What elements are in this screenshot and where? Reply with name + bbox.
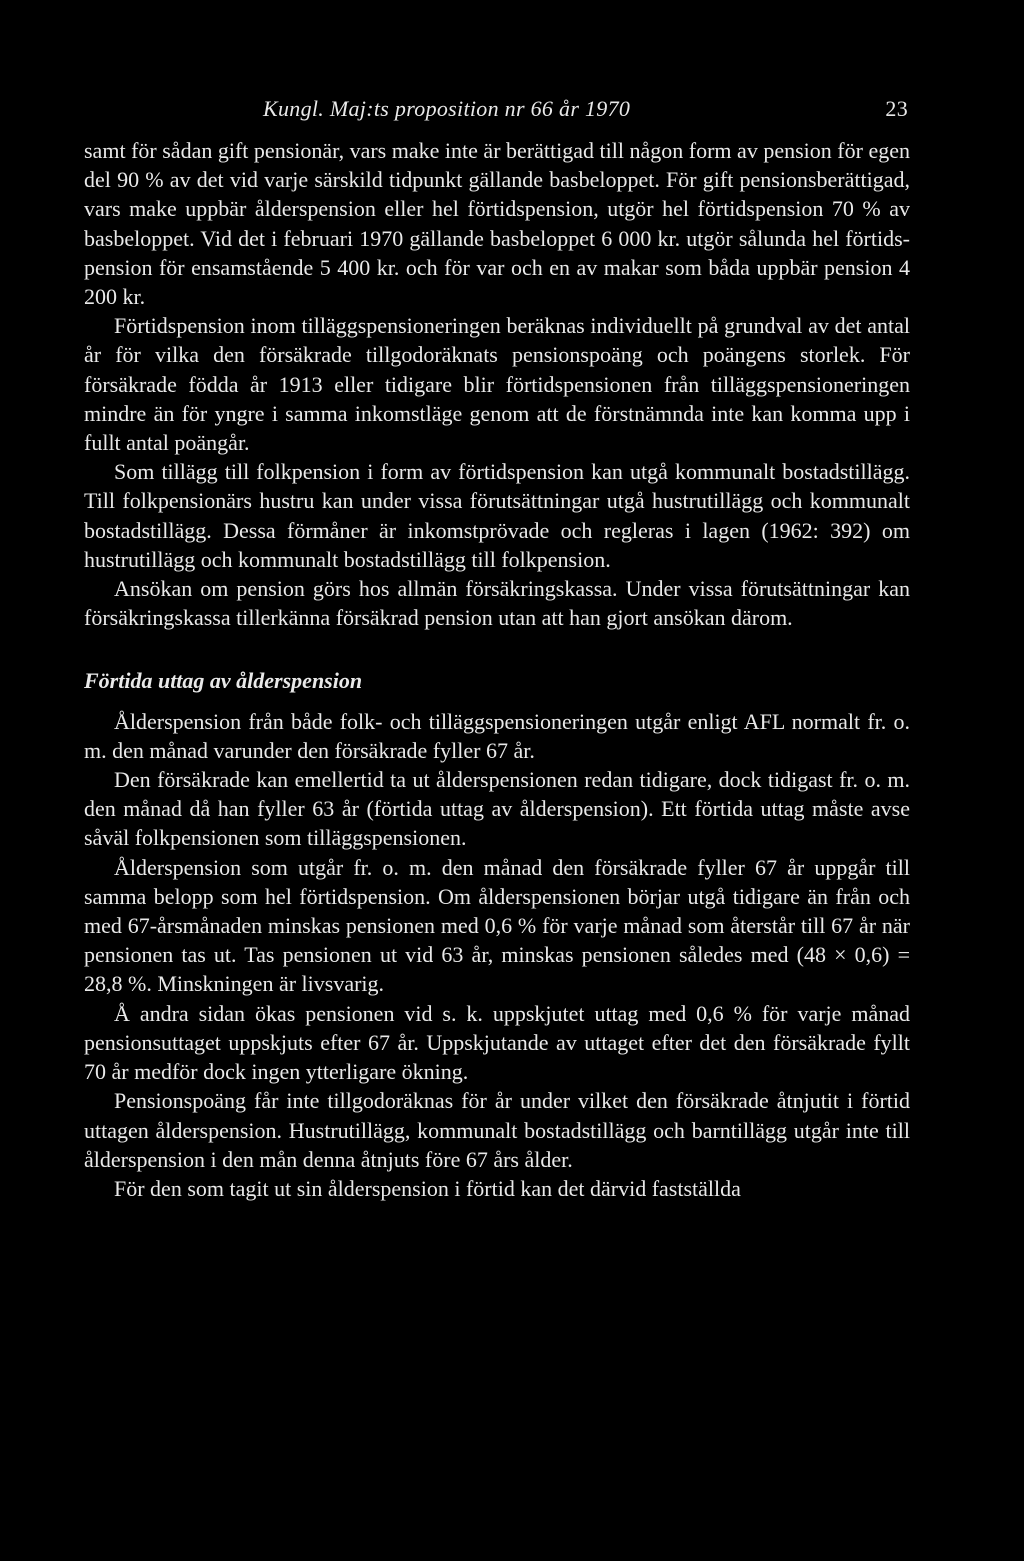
paragraph: Ålderspension som utgår fr. o. m. den månad den försäkrade fyller 67 år uppgår till samma belopp som hel förtidspension. Om ålderspensionen börjar utgå tidigare än från och med 67-årsmånaden minskas pensionen med 0,6 % för varje månad som återstår till 67 år när pensionen tas ut. Tas pensionen ut vid 63 år, minskas pensionen således med (48 × 0,6) = 28,8 %. Minskningen är livsvarig. bbox=[84, 854, 910, 997]
paragraph: Å andra sidan ökas pensionen vid s. k. uppskjutet uttag med 0,6 % för varje månad pensionsuttaget uppskjuts efter 67 år. Uppskjutande av uttaget efter det den försäkrade fyllt 70 år medför dock ingen ytterligare ökning. bbox=[84, 1000, 910, 1085]
paragraph: Förtidspension inom tilläggspensioneringen beräknas individuellt på grundval av det antal år för vilka den försäkrade tillgodoräknats pensionspoäng och poängens storlek. För försäkrade födda år 1913 eller tidigare blir förtidspensionen från tilläggspensioneringen mindre än för yngre i samma inkomstläge genom att de förstnämnda inte kan komma upp i fullt antal poängår. bbox=[84, 313, 910, 456]
paragraph: För den som tagit ut sin ålderspension i förtid kan det därvid fastställda bbox=[114, 1175, 741, 1201]
paragraph: Ålderspension från både folk- och tilläggspensioneringen utgår enligt AFL normalt fr. o. m. den månad varunder den försäkrade fyller 67 år. bbox=[84, 708, 910, 763]
paragraph: Ansökan om pension görs hos allmän försäkringskassa. Under vissa förutsättningar kan försäkringskassa tillerkänna försäkrad pension utan att han gjort ansökan därom. bbox=[84, 576, 910, 631]
paragraph: Som tillägg till folkpension i form av förtidspension kan utgå kommunalt bostadstillägg. Till folkpensionärs hustru kan under vissa förutsättningar utgå hustrutillägg och kommunalt bostadstillägg. Dessa förmåner är inkomstprövade och regleras i lagen (1962: 392) om hustrutillägg och kommunalt bostadstillägg till folkpension. bbox=[84, 459, 910, 572]
section-heading: Förtida uttag av ålderspension bbox=[84, 668, 363, 694]
document-page bbox=[84, 92, 910, 1203]
page-header bbox=[84, 92, 910, 136]
paragraph: Pensionspoäng får inte tillgodoräknas för år under vilket den försäkrade åtnjutit i förtid uttagen ålderspension. Hustrutillägg, kommunalt bostadstillägg och barntillägg utgår inte till ålderspension i den mån denna åtnjuts före 67 års ålder. bbox=[84, 1088, 910, 1172]
running-title: Kungl. Maj:ts proposition nr 66 år 1970 bbox=[263, 96, 631, 121]
paragraph: Den försäkrade kan emellertid ta ut ålderspensionen redan tidigare, dock tidigast fr. o. m. den månad då han fyller 63 år (förtida uttag av ålderspension). Ett förtida uttag måste avse såväl folkpensionen som tilläggspensionen. bbox=[84, 767, 910, 851]
page-number: 23 bbox=[885, 96, 908, 121]
paragraph: samt för sådan gift pensionär, vars make inte är berättigad till någon form av pension för egen del 90 % av det vid varje särskild tidpunkt gällande basbeloppet. För gift pensionsberättigad, vars make uppbär ålderspension eller hel förtidspension, utgör hel förtidspension 70 % av basbeloppet. Vid det i februari 1970 gällande basbeloppet 6 000 kr. utgör sålunda hel förtidspension för ensamstående 5 400 kr. och för var och en av makar som båda uppbär pension 4 200 kr. bbox=[84, 138, 910, 310]
